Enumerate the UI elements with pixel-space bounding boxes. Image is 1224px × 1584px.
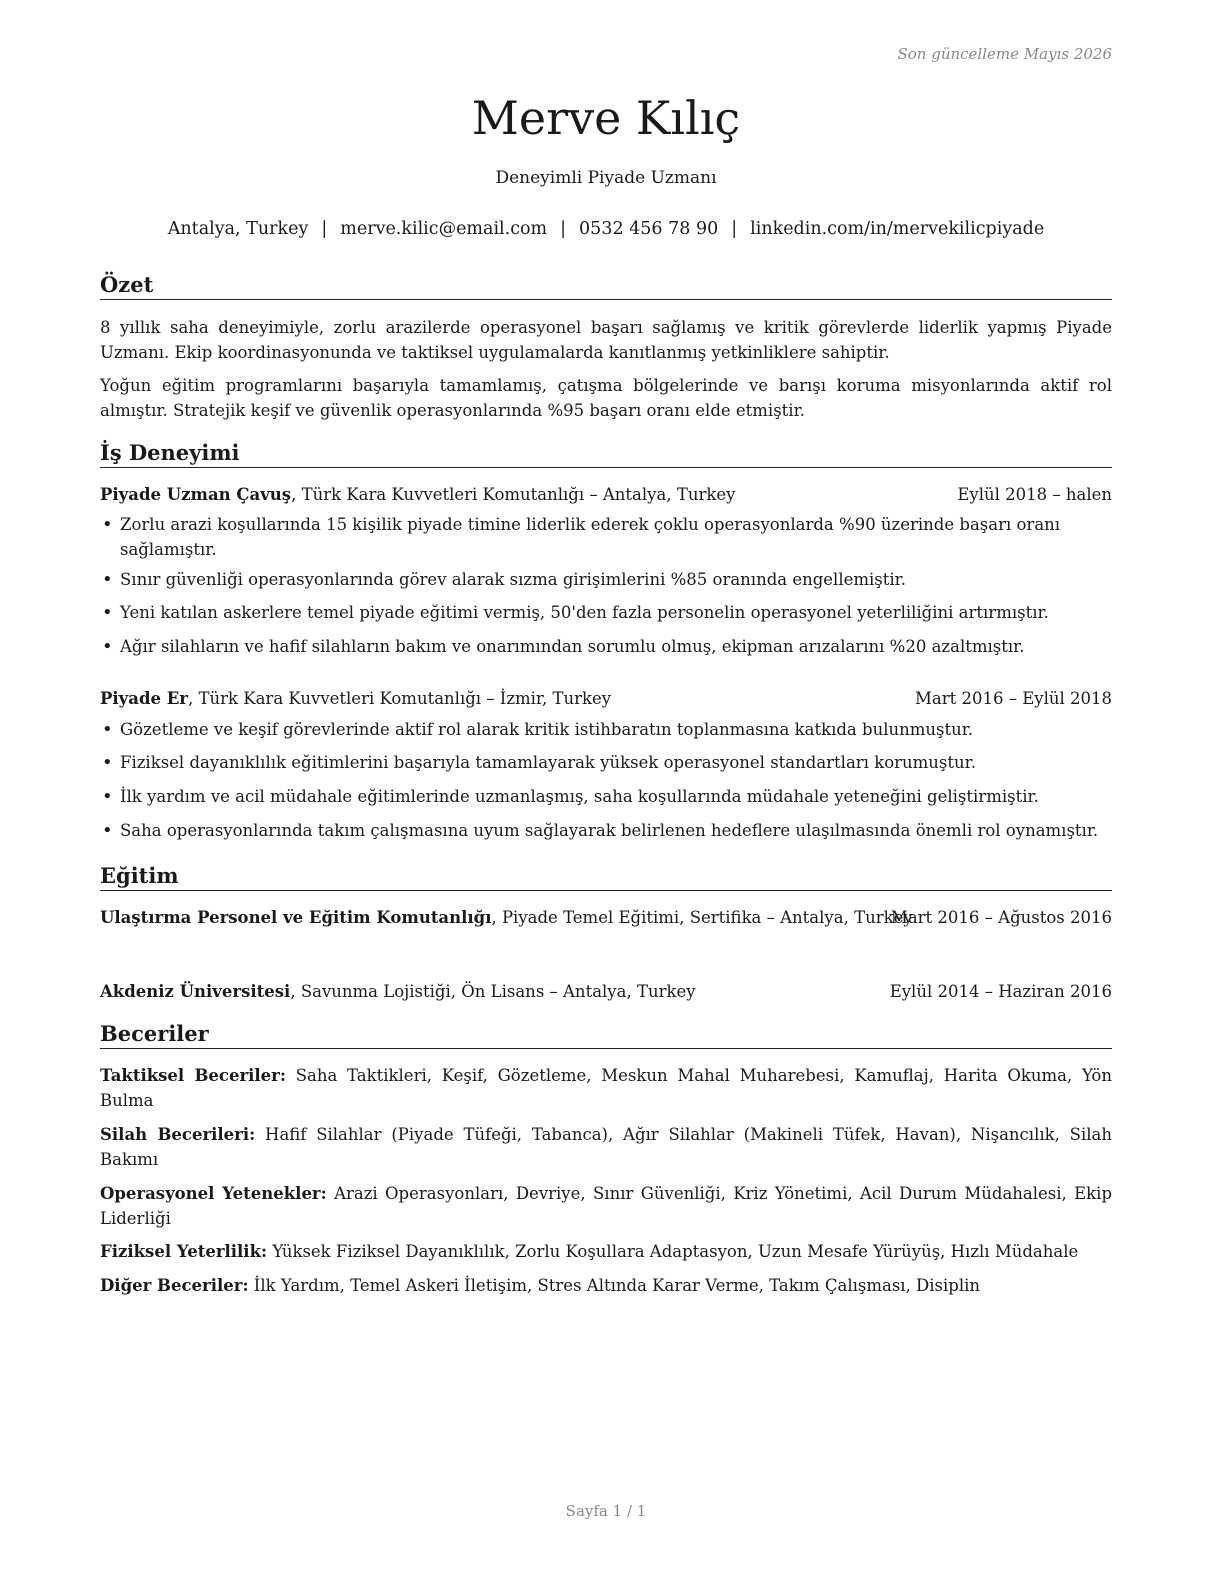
- section-title-education: Eğitim: [100, 862, 1112, 891]
- contact-phone: 0532 456 78 90: [579, 219, 719, 239]
- job-title: Piyade Uzman Çavuş: [100, 485, 292, 504]
- skill-value: İlk Yardım, Temel Askeri İletişim, Stres Altında Karar Verme, Takım Çalışması, Disiplin: [248, 1276, 981, 1295]
- resume-page: [100, 0, 1112, 1584]
- skill-label: Diğer Beceriler:: [100, 1276, 249, 1295]
- job-org: , Türk Kara Kuvvetleri Komutanlığı – Antalya, Turkey: [291, 485, 736, 504]
- job-title: Piyade Er: [100, 689, 189, 708]
- candidate-name: Merve Kılıç: [471, 91, 741, 145]
- skill-label: Taktiksel Beceriler:: [100, 1066, 286, 1085]
- school-name: Ulaştırma Personel ve Eğitim Komutanlığı: [100, 908, 492, 927]
- contact-linkedin[interactable]: linkedin.com/in/mervekilicpiyade: [750, 219, 1045, 239]
- job-bullet: • Zorlu arazi koşullarında 15 kişilik piyade timine liderlik ederek çoklu operasyonlarda %90 üzerinde başarı oranı sağlamıştır.: [100, 512, 1118, 562]
- skill-value: Arazi Operasyonları, Devriye, Sınır Güvenliği, Kriz Yönetimi, Acil Durum Müdahalesi, Ekip Liderliği: [100, 1184, 1113, 1228]
- job-bullet: • İlk yardım ve acil müdahale eğitimlerinde uzmanlaşmış, saha koşullarında müdahale yeteneğini geliştirmiştir.: [100, 784, 1118, 809]
- job-header: [100, 482, 1112, 507]
- education-dates: Eylül 2014 – Haziran 2016: [889, 982, 1112, 1001]
- job-org: , Türk Kara Kuvvetleri Komutanlığı – İzmir, Turkey: [188, 689, 612, 708]
- last-updated: Son güncelleme Mayıs 2026: [897, 45, 1112, 63]
- contact-separator: |: [560, 219, 567, 239]
- contact-separator: |: [731, 219, 738, 239]
- skill-row: [100, 1239, 1112, 1264]
- school-name: Akdeniz Üniversitesi: [100, 982, 291, 1001]
- skill-row: [100, 1273, 1112, 1298]
- skill-value: Yüksek Fiziksel Dayanıklılık, Zorlu Koşullara Adaptasyon, Uzun Mesafe Yürüyüş, Hızlı Müdahale: [267, 1242, 1079, 1261]
- job-dates: Eylül 2018 – halen: [957, 485, 1112, 504]
- skill-value: Saha Taktikleri, Keşif, Gözetleme, Meskun Mahal Muharebesi, Kamuflaj, Harita Okuma, Yön Bulma: [100, 1066, 1112, 1110]
- job-bullet: • Saha operasyonlarında takım çalışmasına uyum sağlayarak belirlenen hedeflere ulaşılmasında önemli rol oynamıştır.: [100, 818, 1118, 843]
- job-bullet: • Gözetleme ve keşif görevlerinde aktif rol alarak kritik istihbaratın toplanmasına katkıda bulunmuştur.: [100, 717, 1118, 742]
- skill-label: Silah Becerileri:: [100, 1125, 256, 1144]
- section-title-experience: İş Deneyimi: [100, 439, 1112, 468]
- skill-value: Hafif Silahlar (Piyade Tüfeği, Tabanca), Ağır Silahlar (Makineli Tüfek, Havan), Nişancılık, Silah Bakımı: [100, 1125, 1113, 1169]
- page-number: Sayfa 1 / 1: [565, 1502, 647, 1520]
- contact-location: Antalya, Turkey: [167, 219, 309, 239]
- summary-paragraph: Yoğun eğitim programlarını başarıyla tamamlamış, çatışma bölgelerinde ve barışı koruma misyonlarında aktif rol almıştır. Stratejik keşif ve güvenlik operasyonlarında %95 başarı oranı elde etmiştir.: [100, 376, 1112, 420]
- contact-separator: |: [321, 219, 328, 239]
- job-bullet: • Yeni katılan askerlere temel piyade eğitimi vermiş, 50'den fazla personelin operasyonel yeterliliğini artırmıştır.: [100, 600, 1118, 625]
- job-bullet: • Fiziksel dayanıklılık eğitimlerini başarıyla tamamlayarak yüksek operasyonel standartları korumuştur.: [100, 750, 1118, 775]
- job-dates: Mart 2016 – Eylül 2018: [914, 689, 1112, 708]
- education-entry: [100, 905, 1112, 930]
- skill-row: [100, 1122, 1112, 1172]
- skill-label: Fiziksel Yeterlilik:: [100, 1242, 268, 1261]
- job-bullet: • Sınır güvenliği operasyonlarında görev alarak sızma girişimlerini %85 oranında engellemiştir.: [100, 567, 1118, 592]
- job-bullet: • Ağır silahların ve hafif silahların bakım ve onarımından sorumlu olmuş, ekipman arızalarını %20 azaltmıştır.: [100, 634, 1118, 659]
- contact-line: [100, 219, 1112, 239]
- skill-label: Operasyonel Yetenekler:: [100, 1184, 327, 1203]
- contact-email[interactable]: merve.kilic@email.com: [340, 219, 548, 239]
- school-detail: , Savunma Lojistiği, Ön Lisans – Antalya, Turkey: [290, 982, 696, 1001]
- headline: Deneyimli Piyade Uzmanı: [495, 168, 717, 188]
- skill-row: [100, 1181, 1112, 1231]
- school-detail: , Piyade Temel Eğitimi, Sertifika – Antalya, Turkey: [491, 908, 913, 927]
- education-dates: Mart 2016 – Ağustos 2016: [890, 908, 1112, 927]
- section-title-summary: Özet: [100, 271, 1112, 300]
- skill-row: [100, 1063, 1112, 1113]
- education-entry: [100, 979, 1112, 1004]
- section-title-skills: Beceriler: [100, 1020, 1112, 1049]
- summary-paragraph: 8 yıllık saha deneyimiyle, zorlu arazilerde operasyonel başarı sağlamış ve kritik görevlerde liderlik yapmış Piyade Uzmanı. Ekip koordinasyonunda ve taktiksel uygulamalarda kanıtlanmış yetkinliklere sahiptir.: [100, 318, 1112, 362]
- job-header: [100, 686, 1112, 711]
